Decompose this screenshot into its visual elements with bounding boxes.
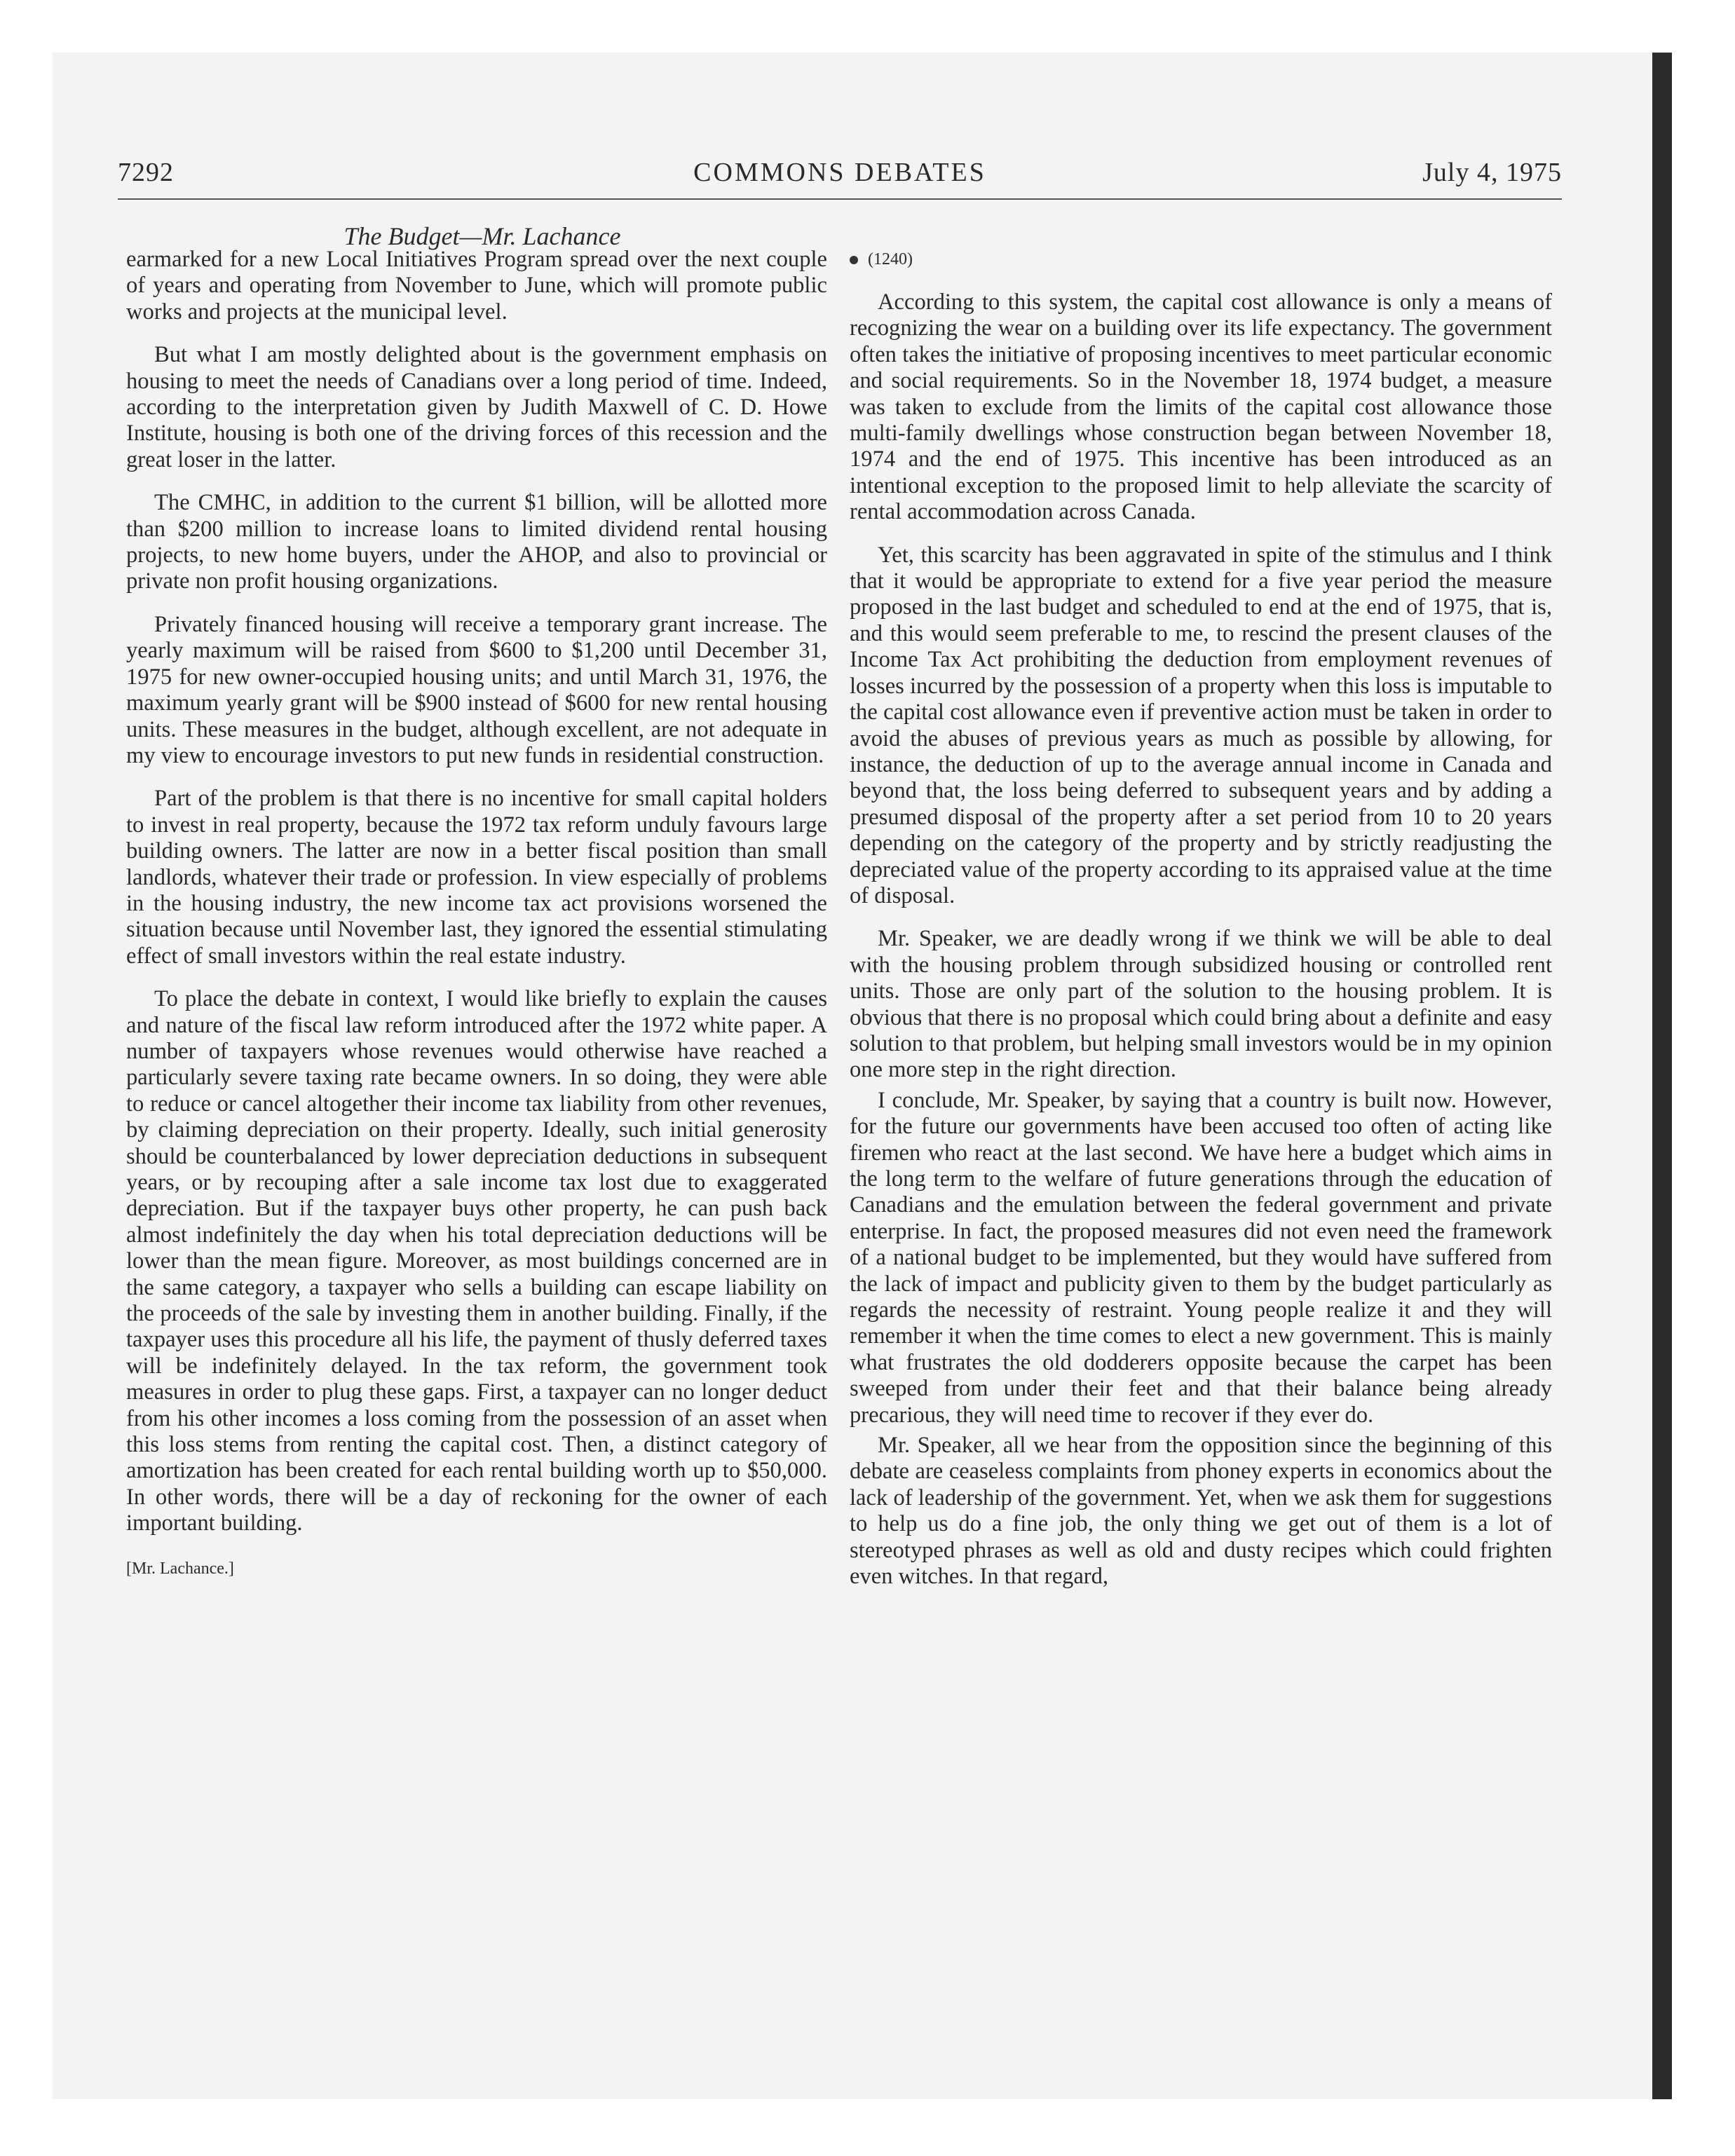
speaker-note: [Mr. Lachance.] bbox=[126, 1559, 234, 1578]
paragraph: Mr. Speaker, we are deadly wrong if we think we will be able to deal with the housing problem through subsidized housing or controlled rent units. Those are only part of the solution to the housing problem. It is obvious that there is no proposal which could bring about a definite and easy solution to that problem, but helping small investors would be in my opinion one more step in the right direction. bbox=[850, 926, 1552, 1083]
journal-title: COMMONS DEBATES bbox=[693, 158, 986, 187]
paragraph: Yet, this scarcity has been aggravated in spite of the stimulus and I think that it would be appropriate to extend for a five year period the measure proposed in the last budget and scheduled to end at the end of 1975, that is, and this would seem preferable to me, to rescind the present clauses of the Income Tax Act prohibiting the deduction from employment revenues of losses incurred by the possession of a property when this loss is imputable to the capital cost allowance even if preventive action must be taken in order to avoid the abuses of previous years as much as possible by allowing, for instance, the deduction of up to the average annual income in Canada and beyond that, the loss being deferred to subsequent years and by adding a presumed disposal of the property after a set period from 10 to 20 years depending on the category of the property and by strictly readjusting the depreciated value of the property according to its appraised value at the time of disposal. bbox=[850, 542, 1552, 908]
bullet-icon bbox=[850, 256, 858, 264]
left-column bbox=[126, 247, 827, 1581]
running-head: The Budget—Mr. Lachance bbox=[343, 222, 621, 250]
page-number: 7292 bbox=[118, 158, 174, 187]
time-stamp bbox=[850, 247, 1552, 273]
header-rule bbox=[118, 198, 1562, 200]
paragraph: Part of the problem is that there is no incentive for small capital holders to invest in real property, because the 1972 tax reform unduly favours large building owners. The latter are now in a better fiscal position than small landlords, whatever their trade or profession. In view especially of problems in the housing industry, the new income tax act provisions worsened the situation because until November last, they ignored the essential stimulating effect of small investors within the real estate industry. bbox=[126, 786, 827, 969]
paragraph: The CMHC, in addition to the current $1 billion, will be allotted more than $200 million to increase loans to limited dividend rental housing projects, to new home buyers, under the AHOP, and also to provincial or private non profit housing organizations. bbox=[126, 490, 827, 594]
paragraph: earmarked for a new Local Initiatives Program spread over the next couple of years and operating from November to June, which will promote public works and projects at the municipal level. bbox=[126, 247, 827, 325]
paragraph: To place the debate in context, I would like briefly to explain the causes and nature of the fiscal law reform introduced after the 1972 white paper. A number of taxpayers whose revenues would otherwise have reached a particularly severe taxing rate became owners. In so doing, they were able to reduce or cancel altogether their income tax liability from other revenues, by claiming depreciation on their property. Ideally, such initial generosity should be counterbalanced by lower depreciation deductions in subsequent years, or by recouping after a sale income tax lost due to exaggerated depreciation. But if the taxpayer buys other property, he can push back almost indefinitely the day when his total depreciation deductions will be lower than the mean figure. Moreover, as most buildings concerned are in the same category, a taxpayer who sells a building can escape liability on the proceeds of the sale by investing them in another building. Finally, if the taxpayer uses this procedure all his life, the payment of thusly deferred taxes will be indefinitely delayed. In the tax reform, the government took measures in order to plug these gaps. First, a taxpayer can no longer deduct from his other incomes a loss coming from the possession of an asset when this loss stems from renting the capital cost. Then, a distinct category of amortization has been created for each rental building worth up to $50,000. In other words, there will be a day of reckoning for the owner of each important building. bbox=[126, 986, 827, 1536]
time-stamp-text: (1240) bbox=[868, 250, 913, 268]
paragraph: I conclude, Mr. Speaker, by saying that a country is built now. However, for the future our governments have been accused too often of acting like firemen who react at the last second. We have here a budget which aims in the long term to the welfare of future generations through the education of Canadians and the emulation between the federal government and private enterprise. In fact, the proposed measures did not even need the framework of a national budget to be implemented, but they would have suffered from the lack of impact and publicity given to them by the budget particularly as regards the necessity of restraint. Young people realize it and they will remember it when the time comes to elect a new government. This is mainly what frustrates the old dodderers opposite because the carpet has been sweeped from under their feet and that their balance being already precarious, they will need time to recover if they ever do. bbox=[850, 1087, 1552, 1428]
paragraph: But what I am mostly delighted about is the government emphasis on housing to meet the needs of Canadians over a long period of time. Indeed, according to the interpretation given by Judith Maxwell of C. D. Howe Institute, housing is both one of the driving forces of this recession and the great loser in the latter. bbox=[126, 342, 827, 472]
paragraph: Privately financed housing will receive a temporary grant increase. The yearly maximum will be raised from $600 to $1,200 until December 31, 1975 for new owner-occupied housing units; and until March 31, 1976, the maximum yearly grant will be $900 instead of $600 for new rental housing units. These measures in the budget, although excellent, are not adequate in my view to encourage investors to put new funds in residential construction. bbox=[126, 611, 827, 768]
publication-date: July 4, 1975 bbox=[1422, 158, 1562, 187]
page-header bbox=[118, 157, 1562, 199]
paragraph: According to this system, the capital cost allowance is only a means of recognizing the wear on a building over its life expectancy. The government often takes the initiative of proposing incentives to meet particular economic and social requirements. So in the November 18, 1974 budget, a measure was taken to exclude from the limits of the capital cost allowance those multi-family dwellings whose construction began between November 18, 1974 and the end of 1975. This incentive has been introduced as an intentional exception to the proposed limit to help alleviate the scarcity of rental accommodation across Canada. bbox=[850, 289, 1552, 525]
paragraph: Mr. Speaker, all we hear from the opposition since the beginning of this debate are ceaseless complaints from phoney experts in economics about the lack of leadership of the government. Yet, when we ask them for suggestions to help us do a fine job, the only thing we get out of them is a lot of stereotyped phrases as well as old and dusty recipes which could frighten even witches. In that regard, bbox=[850, 1433, 1552, 1590]
scan-edge-bar bbox=[1652, 53, 1672, 2099]
right-column bbox=[850, 247, 1552, 1607]
